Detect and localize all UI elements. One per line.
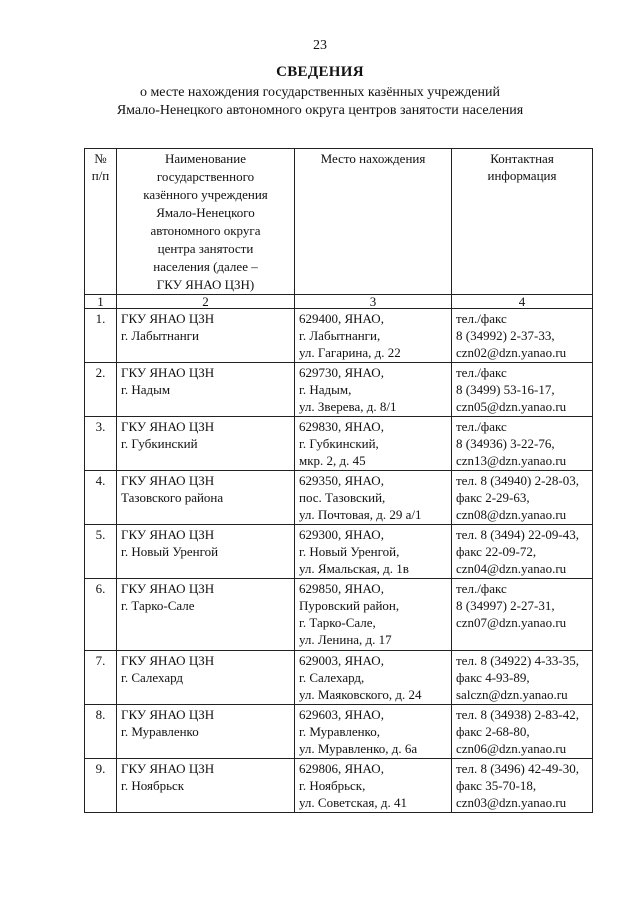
row-name-line: г. Новый Уренгой xyxy=(121,544,219,559)
header-num-line: п/п xyxy=(91,168,110,183)
row-location-line: 629730, ЯНАО, xyxy=(299,365,384,380)
header-name-line: Ямало-Ненецкого xyxy=(156,205,255,220)
header-name-line: населения (далее – xyxy=(153,259,258,274)
centers-table xyxy=(84,148,593,813)
row-contact-cell xyxy=(452,759,593,813)
row-location-line: 629850, ЯНАО, xyxy=(299,581,384,596)
row-name-cell xyxy=(117,759,295,813)
row-location-line: 629300, ЯНАО, xyxy=(299,527,384,542)
header-name-line: Наименование xyxy=(165,151,246,166)
row-location-cell xyxy=(295,471,452,525)
row-contact-line: тел./факс xyxy=(456,581,507,596)
row-location-cell xyxy=(295,651,452,705)
row-location-line: г. Губкинский, xyxy=(299,436,379,451)
column-number: 1 xyxy=(85,295,117,309)
row-location-line: г. Надым, xyxy=(299,382,352,397)
row-contact-line: 8 (34992) 2-37-33, xyxy=(456,328,555,343)
row-name-line: ГКУ ЯНАО ЦЗН xyxy=(121,527,215,542)
row-contact-line: czn03@dzn.yanao.ru xyxy=(456,795,567,810)
row-location-line: ул. Советская, д. 41 xyxy=(299,795,408,810)
row-location-line: 629806, ЯНАО, xyxy=(299,761,384,776)
row-contact-line: факс 2-29-63, xyxy=(456,490,530,505)
row-contact-cell xyxy=(452,579,593,651)
row-location-line: ул. Зверева, д. 8/1 xyxy=(299,399,397,414)
row-contact-cell xyxy=(452,309,593,363)
row-name-cell xyxy=(117,363,295,417)
table-header-row xyxy=(85,149,593,295)
header-name-line: центра занятости xyxy=(157,241,254,256)
row-location-line: Пуровский район, xyxy=(299,598,400,613)
table-row xyxy=(85,471,593,525)
row-number-cell: 3. xyxy=(85,417,117,471)
row-location-line: г. Салехард, xyxy=(299,670,365,685)
row-name-line: г. Лабытнанги xyxy=(121,328,199,343)
row-contact-cell xyxy=(452,525,593,579)
row-name-line: ГКУ ЯНАО ЦЗН xyxy=(121,761,215,776)
row-name-line: ГКУ ЯНАО ЦЗН xyxy=(121,653,215,668)
table-row xyxy=(85,759,593,813)
row-name-line: г. Ноябрьск xyxy=(121,778,185,793)
table-row xyxy=(85,579,593,651)
row-location-line: г. Муравленко, xyxy=(299,724,380,739)
row-name-line: г. Муравленко xyxy=(121,724,199,739)
row-location-line: пос. Тазовский, xyxy=(299,490,386,505)
row-location-cell xyxy=(295,417,452,471)
row-location-line: г. Новый Уренгой, xyxy=(299,544,400,559)
row-number-cell: 1. xyxy=(85,309,117,363)
column-number-row xyxy=(85,295,593,309)
row-number-cell: 7. xyxy=(85,651,117,705)
row-contact-cell xyxy=(452,363,593,417)
row-contact-line: czn02@dzn.yanao.ru xyxy=(456,345,567,360)
row-contact-line: czn13@dzn.yanao.ru xyxy=(456,453,567,468)
row-contact-line: тел. 8 (34938) 2-83-42, xyxy=(456,707,580,722)
page-number: 23 xyxy=(313,38,327,53)
row-name-cell xyxy=(117,651,295,705)
row-location-cell xyxy=(295,705,452,759)
header-name-line: государственного xyxy=(156,169,255,184)
row-number-cell: 5. xyxy=(85,525,117,579)
row-contact-cell xyxy=(452,651,593,705)
table-row xyxy=(85,363,593,417)
header-name-line: автономного округа xyxy=(150,223,261,238)
row-location-line: 629350, ЯНАО, xyxy=(299,473,384,488)
row-name-line: г. Тарко-Сале xyxy=(121,598,195,613)
row-name-line: ГКУ ЯНАО ЦЗН xyxy=(121,419,215,434)
column-number: 4 xyxy=(452,295,593,309)
row-location-line: ул. Гагарина, д. 22 xyxy=(299,345,401,360)
row-contact-line: czn05@dzn.yanao.ru xyxy=(456,399,567,414)
row-contact-line: тел. 8 (34940) 2-28-03, xyxy=(456,473,580,488)
row-location-line: г. Ноябрьск, xyxy=(299,778,366,793)
table-body xyxy=(85,309,593,813)
row-name-cell xyxy=(117,417,295,471)
row-location-line: ул. Муравленко, д. 6а xyxy=(299,741,418,756)
row-contact-line: czn04@dzn.yanao.ru xyxy=(456,561,567,576)
row-location-line: 629400, ЯНАО, xyxy=(299,311,384,326)
row-name-cell xyxy=(117,705,295,759)
row-contact-line: czn06@dzn.yanao.ru xyxy=(456,741,567,756)
header-contact-line: информация xyxy=(487,168,557,183)
row-contact-line: факс 2-68-80, xyxy=(456,724,530,739)
row-name-line: ГКУ ЯНАО ЦЗН xyxy=(121,311,215,326)
row-location-line: 629003, ЯНАО, xyxy=(299,653,384,668)
row-location-line: ул. Почтовая, д. 29 а/1 xyxy=(299,507,422,522)
row-contact-line: тел. 8 (3496) 42-49-30, xyxy=(456,761,580,776)
row-contact-cell xyxy=(452,417,593,471)
row-contact-cell xyxy=(452,471,593,525)
row-name-line: Тазовского района xyxy=(121,490,224,505)
row-contact-line: 8 (3499) 53-16-17, xyxy=(456,382,555,397)
row-contact-line: факс 35-70-18, xyxy=(456,778,537,793)
table-row xyxy=(85,525,593,579)
row-location-line: ул. Маяковского, д. 24 xyxy=(299,687,422,702)
row-name-line: ГКУ ЯНАО ЦЗН xyxy=(121,365,215,380)
row-number-cell: 2. xyxy=(85,363,117,417)
row-number-cell: 4. xyxy=(85,471,117,525)
row-location-line: ул. Ленина, д. 17 xyxy=(299,632,392,647)
row-location-cell xyxy=(295,579,452,651)
row-name-line: ГКУ ЯНАО ЦЗН xyxy=(121,581,215,596)
table-row xyxy=(85,705,593,759)
row-location-line: ул. Ямальская, д. 1в xyxy=(299,561,409,576)
header-num xyxy=(85,149,117,295)
row-contact-line: тел./факс xyxy=(456,419,507,434)
header-location xyxy=(295,149,452,295)
row-location-line: мкр. 2, д. 45 xyxy=(299,453,366,468)
row-name-line: г. Надым xyxy=(121,382,171,397)
row-location-line: г. Тарко-Сале, xyxy=(299,615,376,630)
row-contact-line: тел./факс xyxy=(456,311,507,326)
subtitle-line: Ямало-Ненецкого автономного округа центров занятости населения xyxy=(116,103,524,118)
row-number-cell: 6. xyxy=(85,579,117,651)
row-contact-line: тел./факс xyxy=(456,365,507,380)
header-name xyxy=(117,149,295,295)
table-row xyxy=(85,309,593,363)
row-contact-line: czn07@dzn.yanao.ru xyxy=(456,615,567,630)
row-name-line: г. Салехард xyxy=(121,670,184,685)
column-number: 3 xyxy=(295,295,452,309)
row-location-cell xyxy=(295,759,452,813)
row-number-cell: 8. xyxy=(85,705,117,759)
table-row xyxy=(85,651,593,705)
row-contact-line: тел. 8 (3494) 22-09-43, xyxy=(456,527,580,542)
column-number: 2 xyxy=(117,295,295,309)
document-subtitle xyxy=(80,84,560,120)
row-name-line: ГКУ ЯНАО ЦЗН xyxy=(121,473,215,488)
header-name-line: ГКУ ЯНАО ЦЗН) xyxy=(156,277,255,292)
row-contact-line: тел. 8 (34922) 4-33-35, xyxy=(456,653,580,668)
header-location-line: Место нахождения xyxy=(320,151,426,166)
header-num-line: № xyxy=(94,151,107,166)
header-contact-line: Контактная xyxy=(490,151,554,166)
row-contact-line: факс 22-09-72, xyxy=(456,544,537,559)
row-location-cell xyxy=(295,309,452,363)
row-contact-cell xyxy=(452,705,593,759)
row-location-cell xyxy=(295,363,452,417)
row-contact-line: 8 (34936) 3-22-76, xyxy=(456,436,555,451)
row-name-cell xyxy=(117,579,295,651)
document-title: СВЕДЕНИЯ xyxy=(276,64,364,80)
row-contact-line: 8 (34997) 2-27-31, xyxy=(456,598,555,613)
table-row xyxy=(85,417,593,471)
subtitle-line: о месте нахождения государственных казённых учреждений xyxy=(139,85,501,100)
row-contact-line: czn08@dzn.yanao.ru xyxy=(456,507,567,522)
row-contact-line: salczn@dzn.yanao.ru xyxy=(456,687,568,702)
header-name-line: казённого учреждения xyxy=(143,187,268,202)
row-location-line: 629830, ЯНАО, xyxy=(299,419,384,434)
row-name-line: г. Губкинский xyxy=(121,436,198,451)
header-contact xyxy=(452,149,593,295)
row-name-cell xyxy=(117,471,295,525)
row-name-cell xyxy=(117,525,295,579)
row-location-line: 629603, ЯНАО, xyxy=(299,707,384,722)
row-location-cell xyxy=(295,525,452,579)
row-number-cell: 9. xyxy=(85,759,117,813)
row-location-line: г. Лабытнанги, xyxy=(299,328,381,343)
row-name-cell xyxy=(117,309,295,363)
row-contact-line: факс 4-93-89, xyxy=(456,670,530,685)
row-name-line: ГКУ ЯНАО ЦЗН xyxy=(121,707,215,722)
